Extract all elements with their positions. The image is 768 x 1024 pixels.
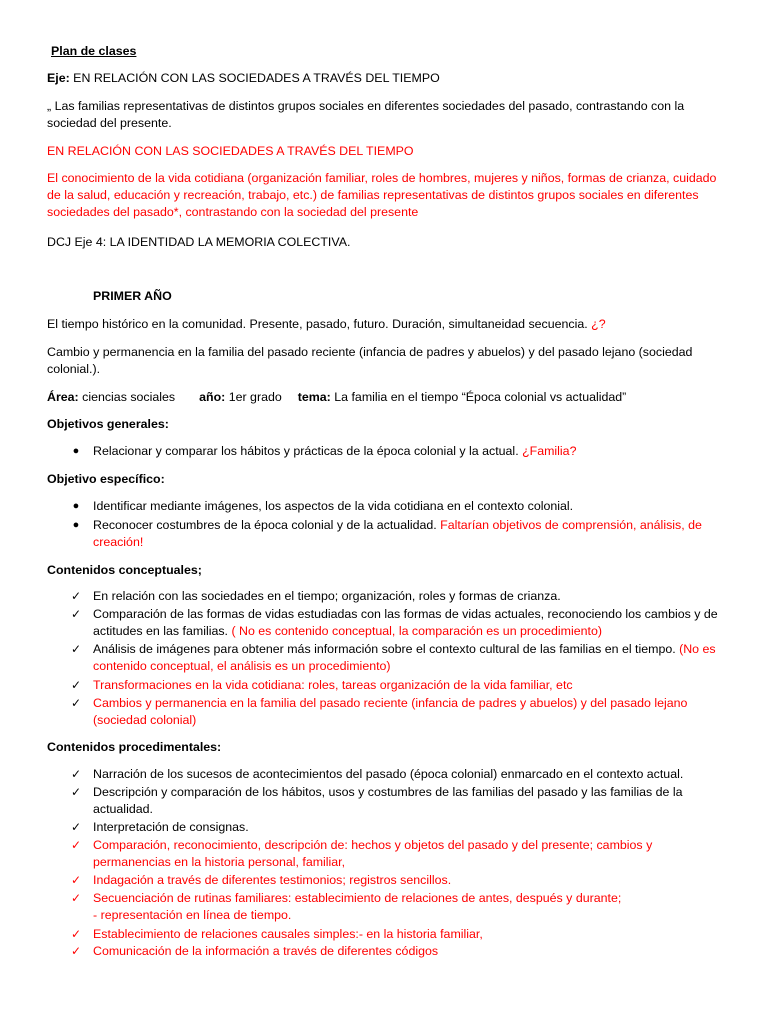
primer-ano-heading: PRIMER AÑO xyxy=(93,289,172,303)
conceptual-item xyxy=(70,677,724,694)
cambio-paragraph: Cambio y permanencia en la familia del pasado reciente (infancia de padres y abuelos) y del pasado lejano (sociedad colonial.). xyxy=(47,345,693,376)
procedimental-text: Interpretación de consignas. xyxy=(93,820,249,834)
tema-value: La familia en el tiempo “Época colonial vs actualidad” xyxy=(330,390,627,404)
plan-title: Plan de clases xyxy=(51,44,137,58)
procedimental-item xyxy=(70,784,724,818)
ano-label: año: xyxy=(199,390,226,404)
conceptual-item xyxy=(70,641,724,675)
checkmark-icon: ✓ xyxy=(70,678,82,692)
checkmark-icon: ✓ xyxy=(70,642,82,656)
objetivos-generales-title: Objetivos generales: xyxy=(47,417,169,431)
objetivo-general-note: ¿Familia? xyxy=(522,444,577,458)
area-label: Área: xyxy=(47,390,79,404)
checkmark-icon: ✓ xyxy=(70,785,82,799)
eje-label: Eje: xyxy=(47,71,70,85)
ano-value: 1er grado xyxy=(225,390,282,404)
conceptual-note: ( No es contenido conceptual, la comparación es un procedimiento) xyxy=(231,624,602,638)
dcj-line: DCJ Eje 4: LA IDENTIDAD LA MEMORIA COLECTIVA. xyxy=(47,235,351,249)
red-paragraph: El conocimiento de la vida cotidiana (organización familiar, roles de hombres, mujeres y niños, formas de crianza, cuidado de la salud, educación y recreación, trabajo, etc.) de familias representativas de distintos grupos sociales en diferentes sociedades del pasado*, contrastando con la sociedad del presente xyxy=(47,171,717,219)
conceptual-text: Transformaciones en la vida cotidiana: roles, tareas organización de la vida familiar, etc xyxy=(93,678,573,692)
procedimental-text: Comunicación de la información a través de diferentes códigos xyxy=(93,944,439,958)
bullet-dot-icon: ● xyxy=(72,445,80,457)
checkmark-icon: ✓ xyxy=(70,767,82,781)
contenidos-conceptuales-title: Contenidos conceptuales; xyxy=(47,563,202,577)
tiempo-note: ¿? xyxy=(591,317,606,331)
procedimental-text: Establecimiento de relaciones causales simples:- en la historia familiar, xyxy=(93,927,483,941)
checkmark-icon: ✓ xyxy=(70,820,82,834)
conceptual-item xyxy=(70,606,724,640)
checkmark-icon: ✓ xyxy=(70,696,82,710)
checkmark-icon: ✓ xyxy=(70,589,82,603)
procedimental-text: Comparación, reconocimiento, descripción de: hechos y objetos del pasado y del presente; cambios y permanencias en la historia personal, familiar, xyxy=(93,838,653,869)
tiempo-text: El tiempo histórico en la comunidad. Presente, pasado, futuro. Duración, simultaneidad secuencia. xyxy=(47,317,592,331)
conceptual-text: Comparación de las formas de vidas estudiadas con las formas de vidas actuales, reconociendo los cambios y de actitudes en las familias. xyxy=(93,607,718,638)
objetivo-general-text: Relacionar y comparar los hábitos y prácticas de la época colonial y la actual. xyxy=(93,444,523,458)
checkmark-icon: ✓ xyxy=(70,607,82,621)
conceptual-item xyxy=(70,588,724,605)
checkmark-icon: ✓ xyxy=(70,944,82,958)
conceptual-text: Análisis de imágenes para obtener más información sobre el contexto cultural de las familias en el tiempo. xyxy=(93,642,680,656)
objetivo-especifico-text: Identificar mediante imágenes, los aspectos de la vida cotidiana en el contexto colonial. xyxy=(93,499,574,513)
conceptual-text: Cambios y permanencia en la familia del pasado reciente (infancia de padres y abuelos) y del pasado lejano (sociedad colonial) xyxy=(93,696,688,727)
checkmark-icon: ✓ xyxy=(70,873,82,887)
checkmark-icon: ✓ xyxy=(70,891,82,905)
contenidos-procedimentales-title: Contenidos procedimentales: xyxy=(47,740,222,754)
families-paragraph: „ Las familias representativas de distintos grupos sociales en diferentes sociedades del pasado, contrastando con la sociedad del presente. xyxy=(47,99,685,130)
objetivo-especifico-item xyxy=(72,517,718,551)
objetivo-especifico-title: Objetivo específico: xyxy=(47,472,165,486)
conceptual-note: (No es contenido conceptual, el análisis es un procedimiento) xyxy=(93,642,716,673)
checkmark-icon: ✓ xyxy=(70,927,82,941)
area-row xyxy=(47,389,724,406)
procedimental-item xyxy=(70,926,724,943)
procedimental-text: Descripción y comparación de los hábitos, usos y costumbres de las familias del pasado y las familias de la actualidad. xyxy=(93,785,683,816)
tema-label: tema: xyxy=(297,390,331,404)
procedimental-item xyxy=(70,766,724,783)
procedimental-item xyxy=(70,943,724,960)
procedimental-item xyxy=(70,890,724,907)
conceptual-text: En relación con las sociedades en el tiempo; organización, roles y formas de crianza. xyxy=(93,589,561,603)
eje-text: EN RELACIÓN CON LAS SOCIEDADES A TRAVÉS DEL TIEMPO xyxy=(69,71,440,85)
objetivo-especifico-item xyxy=(72,498,724,515)
objetivo-general-item xyxy=(72,443,724,460)
red-heading: EN RELACIÓN CON LAS SOCIEDADES A TRAVÉS DEL TIEMPO xyxy=(47,144,414,158)
objetivo-especifico-note: Faltarían objetivos de comprensión, análisis, de creación! xyxy=(93,518,702,549)
procedimental-item xyxy=(70,837,724,871)
bullet-dot-icon: ● xyxy=(72,500,80,512)
procedimental-text: Secuenciación de rutinas familiares: establecimiento de relaciones de antes, después y durante; xyxy=(93,891,622,905)
conceptual-item xyxy=(70,695,724,729)
checkmark-icon: ✓ xyxy=(70,838,82,852)
procedimental-item xyxy=(70,819,724,836)
objetivo-especifico-text: Reconocer costumbres de la época colonial y de la actualidad. xyxy=(93,518,441,532)
tiempo-paragraph xyxy=(47,316,724,333)
procedimental-text: Indagación a través de diferentes testimonios; registros sencillos. xyxy=(93,873,452,887)
procedimental-text: Narración de los sucesos de acontecimientos del pasado (época colonial) enmarcado en el contexto actual. xyxy=(93,767,684,781)
bullet-dot-icon: ● xyxy=(72,519,80,531)
procedimental-item-continuation: - representación en línea de tiempo. xyxy=(93,908,292,922)
eje-line xyxy=(47,70,724,87)
procedimental-item xyxy=(70,872,724,889)
area-value: ciencias sociales xyxy=(78,390,176,404)
